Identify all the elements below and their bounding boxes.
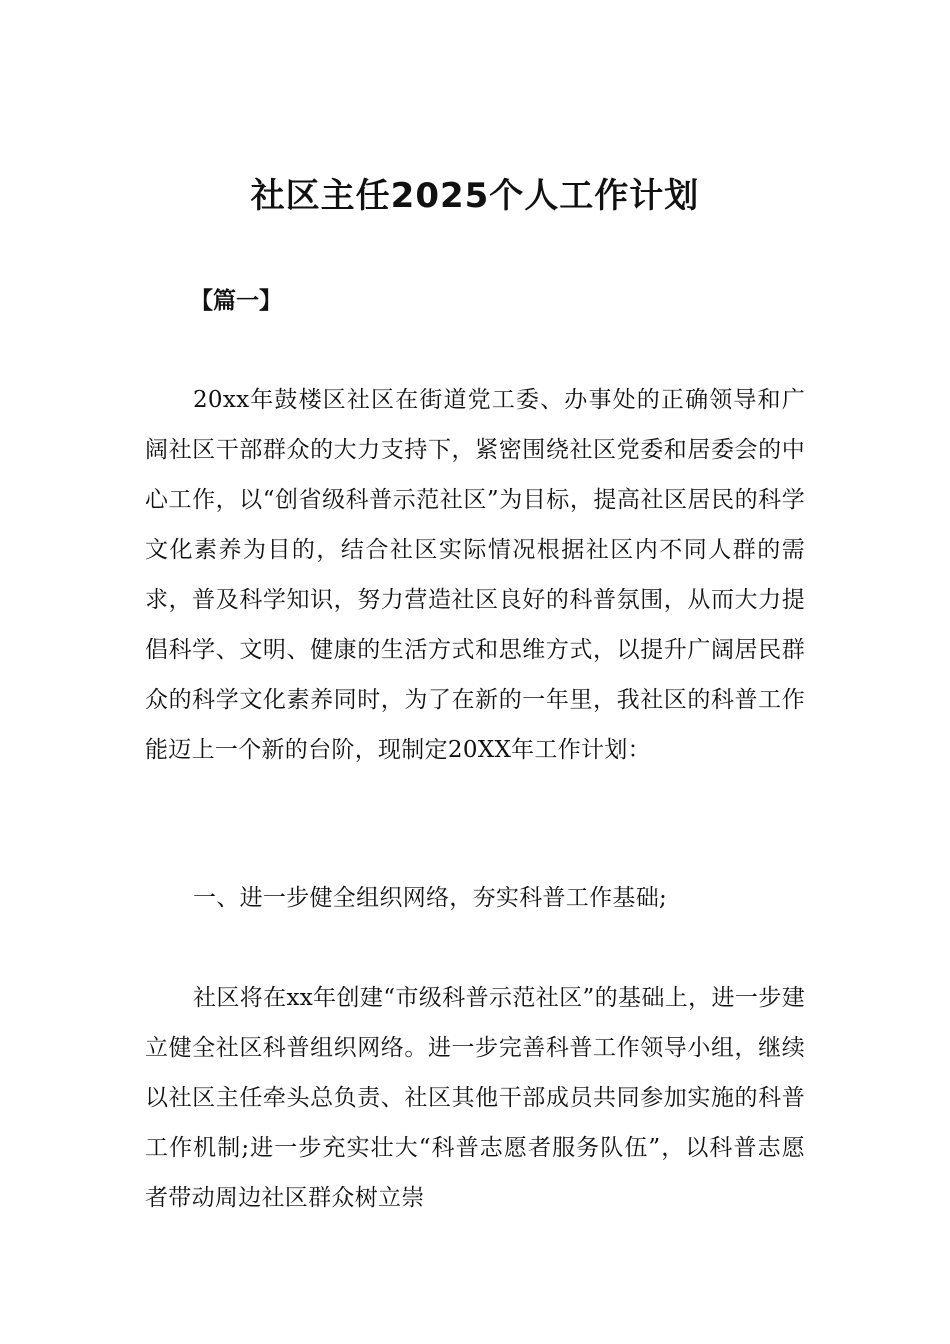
section-tag: 【篇一】: [190, 287, 282, 314]
document-title: 社区主任2025个人工作计划: [250, 176, 700, 216]
section-heading-1: 一、进一步健全组织网络，夯实科普工作基础;: [193, 885, 668, 911]
paragraph-section-1: 社区将在xx年创建“市级科普示范社区”的基础上，进一步建立健全社区科普组织网络。进一步完善科普工作领导小组，继续以社区主任牵头总负责、社区其他干部成员共同参加实施的科普工作机制;进一步充实壮大“科普志愿者服务队伍”，以科普志愿者带动周边社区群众树立崇: [145, 985, 805, 1211]
paragraph-intro: 20xx年鼓楼区社区在街道党工委、办事处的正确领导和广阔社区干部群众的大力支持下，紧密围绕社区党委和居委会的中心工作，以“创省级科普示范社区”为目标，提高社区居民的科学文化素养为目的，结合社区实际情况根据社区内不同人群的需求，普及科学知识，努力营造社区良好的科普氛围，从而大力提倡科学、文明、健康的生活方式和思维方式，以提升广阔居民群众的科学文化素养同时，为了在新的一年里，我社区的科普工作能迈上一个新的台阶，现制定20XX年工作计划：: [145, 387, 805, 763]
